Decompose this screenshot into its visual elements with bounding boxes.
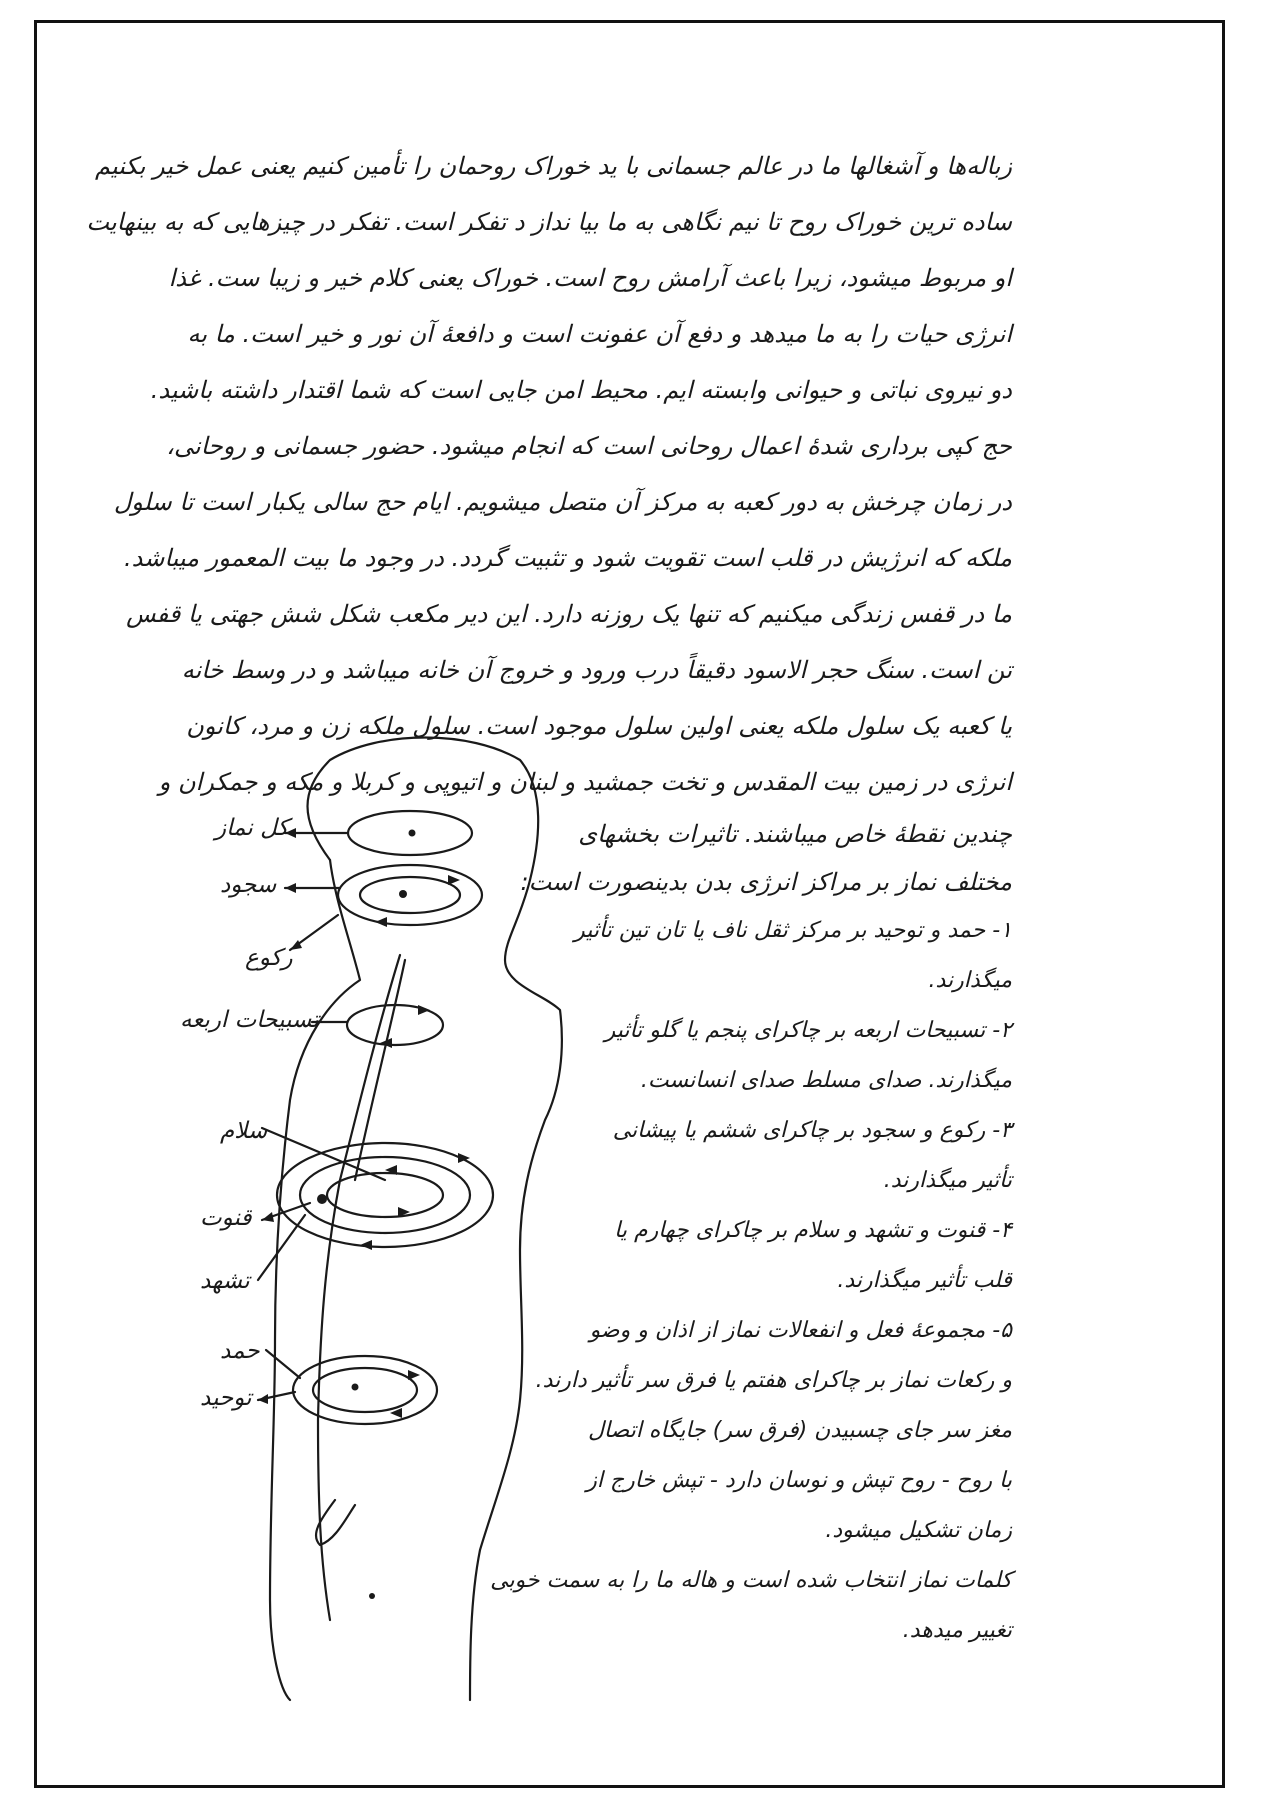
text-line: ما در قفس زندگی میکنیم که تنها یک روزنه دارد. این دیر مکعب شکل شش جهتی یا قفس [126,600,1012,628]
list-item: میگذارند. صدای مسلط صدای انسانست. [640,1068,1012,1093]
text-line: تن است. سنگ حجر الاسود دقیقاً درب ورود و خروج آن خانه میباشد و در وسط خانه [181,656,1012,684]
list-item: ۴- قنوت و تشهد و سلام بر چاکرای چهارم یا [614,1218,1012,1243]
list-item: میگذارند. [928,968,1012,993]
label-rokoo: رکوع [245,945,293,971]
label-qonoot: قنوت [200,1205,252,1231]
label-hamd: حمد [220,1338,260,1364]
list-item: تأثیر میگذارند. [883,1168,1012,1193]
list-item: با روح - روح تپش و نوسان دارد - تپش خارج از [586,1468,1012,1493]
list-item: قلب تأثیر میگذارند. [837,1268,1012,1293]
text-line: انرژی حیات را به ما میدهد و دفع آن عفونت است و دافعۀ آن نور و خیر است. ما به [187,320,1012,348]
text-line: یا کعبه یک سلول ملکه یعنی اولین سلول موجود است. سلول ملکه زن و مرد، کانون [186,712,1012,740]
list-item: مغز سر جای چسبیدن (فرق سر) جایگاه اتصال [587,1418,1012,1443]
text-line: ساده ترین خوراک روح تا نیم نگاهی به ما بیا نداز د تفکر است. تفکر در چیزهایی که به بینهایت [86,208,1012,236]
text-line: دو نیروی نباتی و حیوانی وابسته ایم. محیط امن جایی است که شما اقتدار داشته باشید. [150,376,1012,404]
list-item: ۳- رکوع و سجود بر چاکرای ششم یا پیشانی [612,1118,1012,1143]
text-line: مختلف نماز بر مراکز انرژی بدن بدینصورت است: [520,868,1012,896]
text-line: چندین نقطۀ خاص میباشند. تاثیرات بخشهای [578,820,1012,848]
list-item: تغییر میدهد. [902,1618,1012,1643]
text-line: در زمان چرخش به دور کعبه به مرکز آن متصل میشویم. ایام حج سالی یکبار است تا سلول [113,488,1012,516]
label-kol-namaz: کل نماز [215,815,289,841]
text-line: او مربوط میشود، زیرا باعث آرامش روح است. خوراک یعنی کلام خیر و زیبا ست. غذا [168,264,1012,292]
list-item: ۵- مجموعۀ فعل و انفعالات نماز از اذان و وضو [589,1318,1012,1343]
text-line: ملکه که انرژیش در قلب است تقویت شود و تثبیت گردد. در وجود ما بیت المعمور میباشد. [124,544,1012,572]
text-line: انرژی در زمین بیت المقدس و تخت جمشید و لبنان و اتیوپی و کربلا و مکه و جمکران و [158,768,1012,796]
label-sojood: سجود [220,872,277,898]
label-tashahod: تشهد [200,1268,250,1294]
list-item: ۱- حمد و توحید بر مرکز ثقل ناف یا تان تین تأثیر [574,918,1012,943]
list-item: کلمات نماز انتخاب شده است و هاله ما را به سمت خوبی [490,1568,1012,1593]
list-item: ۲- تسبیحات اربعه بر چاکرای پنجم یا گلو تأثیر [604,1018,1012,1043]
text-line: زبالەها و آشغالها ما در عالم جسمانی با ید خوراک روحمان را تأمین کنیم یعنی عمل خیر بکنیم [94,152,1012,180]
label-towhid: توحید [200,1385,252,1411]
label-tasbihat: تسبیحات اربعه [180,1007,319,1033]
list-item: زمان تشکیل میشود. [825,1518,1012,1543]
text-line: حج کپی برداری شدۀ اعمال روحانی است که انجام میشود. حضور جسمانی و روحانی، [166,432,1012,460]
label-salam: سلام [220,1118,268,1144]
list-item: و رکعات نماز بر چاکرای هفتم یا فرق سر تأثیر دارند. [535,1368,1012,1393]
